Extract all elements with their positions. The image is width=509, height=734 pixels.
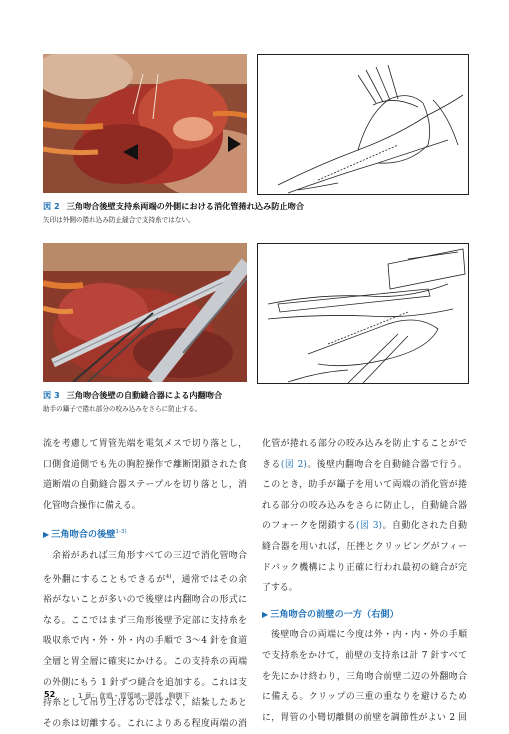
figure2-photo	[43, 54, 247, 193]
page-number: 52	[44, 690, 56, 699]
figure3-title: 三角吻合後壁の自動縫合器による内翻吻合	[66, 390, 223, 400]
text-line: を外翻にすることもできるが$^{4)}$，通常ではその余	[43, 573, 248, 585]
text-line: で支持糸をかけて，前壁の支持糸は計 7 針すべて	[262, 650, 467, 661]
figure2-note: 矢印は外側の捲れ込み防止縫合で支持糸ではない。	[43, 216, 195, 224]
text-line: このとき，助手が鑷子を用いて両端の消化管が捲	[262, 480, 467, 491]
section-heading-posterior-wall	[43, 522, 247, 546]
figure2-reference[interactable]: (図 2)	[280, 459, 307, 470]
text-line: 流を考慮して胃管先端を電気メスで切り落とし，	[43, 439, 247, 449]
section-title: 三角吻合の前壁の一方（右側）	[270, 608, 399, 620]
text-line: その糸は切離する。これによりある程度両端の消	[43, 718, 247, 729]
text-line: 化管吻合操作に備える。	[43, 500, 141, 511]
figure3-caption-title	[43, 390, 222, 401]
text-line: 全層と胃全層に確実にかける。この支持糸の両端	[43, 656, 247, 667]
figure2-title: 三角吻合後壁支持糸両端の外側における消化管捲れ込み防止吻合	[66, 201, 305, 211]
figure3-reference[interactable]: (図 3)	[356, 521, 382, 532]
right-column	[262, 434, 467, 728]
triangle-bullet-icon: ▶	[43, 530, 50, 540]
figure3-note: 助手の鑷子で捲れ部分の咬み込みをさらに防止する。	[43, 405, 202, 413]
text-line: ドバック機構により正確に行われ最初の縫合が完	[262, 562, 467, 573]
figure3-label: 図 3	[43, 390, 60, 400]
text-line: 道断端の自動縫合器ステープルを切り落とし，消	[43, 480, 247, 491]
text-line: 余裕があれば三角形すべての三辺で消化管吻合	[52, 550, 247, 561]
text-line: 後壁吻合の両端に今度は外・内・内・外の手順	[271, 630, 467, 641]
text-line: 縫合器を用いれば，圧挫とクリッピングがフィー	[262, 541, 467, 552]
text-line: を先にかけ終わり，三角吻合前壁二辺の外翻吻合	[262, 671, 467, 682]
section-heading-anterior-wall	[262, 605, 467, 626]
text-line: 化管が捲れる部分の咬み込みを防止することがで	[262, 439, 467, 449]
text-line: 裕がないことが多いので後壁は内翻吻合の形式に	[43, 595, 247, 606]
text-line: のフォークを閉鎖する(図 3)。自動化された自動	[262, 521, 468, 532]
text-line: に，胃管の小彎切離側の前壁を調節性がよい 2 回	[262, 712, 467, 723]
figure2-caption-title	[43, 201, 304, 212]
section-title: 三角吻合の後壁	[51, 529, 116, 541]
text-line: 口側食道側でも先の胸腔操作で離断閉鎖された食	[43, 459, 247, 470]
section-reference: 1-3)	[115, 529, 127, 536]
left-column	[43, 434, 247, 734]
triangle-bullet-icon: ▶	[262, 609, 269, 619]
text-line: 了する。	[262, 583, 298, 594]
citation: 4)	[165, 573, 172, 580]
figure2-label: 図 2	[43, 201, 60, 211]
chapter-footer: 1 章：食道・胃領域－頸部，胸腹下	[78, 692, 190, 700]
text-line: 吸収糸で内・外・外・内の手順で 3～4 針を食道	[43, 636, 247, 647]
figure3-drawing	[257, 243, 469, 384]
text-line: きる(図 2)。後壁内翻吻合を自動縫合器で行う。	[262, 459, 467, 470]
text-line: 持糸として吊り上げるのではなく，結紮したあと	[43, 698, 247, 709]
text-line: に備える。クリップの三重の重なりを避けるため	[262, 692, 467, 703]
text-line: れる部分の咬み込みをさらに防止し，自動縫合器	[262, 500, 467, 511]
text-line: の外側にもう 1 針ずつ縫合を追加する。これは支	[43, 677, 247, 688]
text-line: なる。ここではまず三角形後壁予定部に支持糸を	[43, 615, 247, 626]
figure3-photo	[43, 243, 247, 382]
figure2-drawing	[257, 54, 469, 195]
